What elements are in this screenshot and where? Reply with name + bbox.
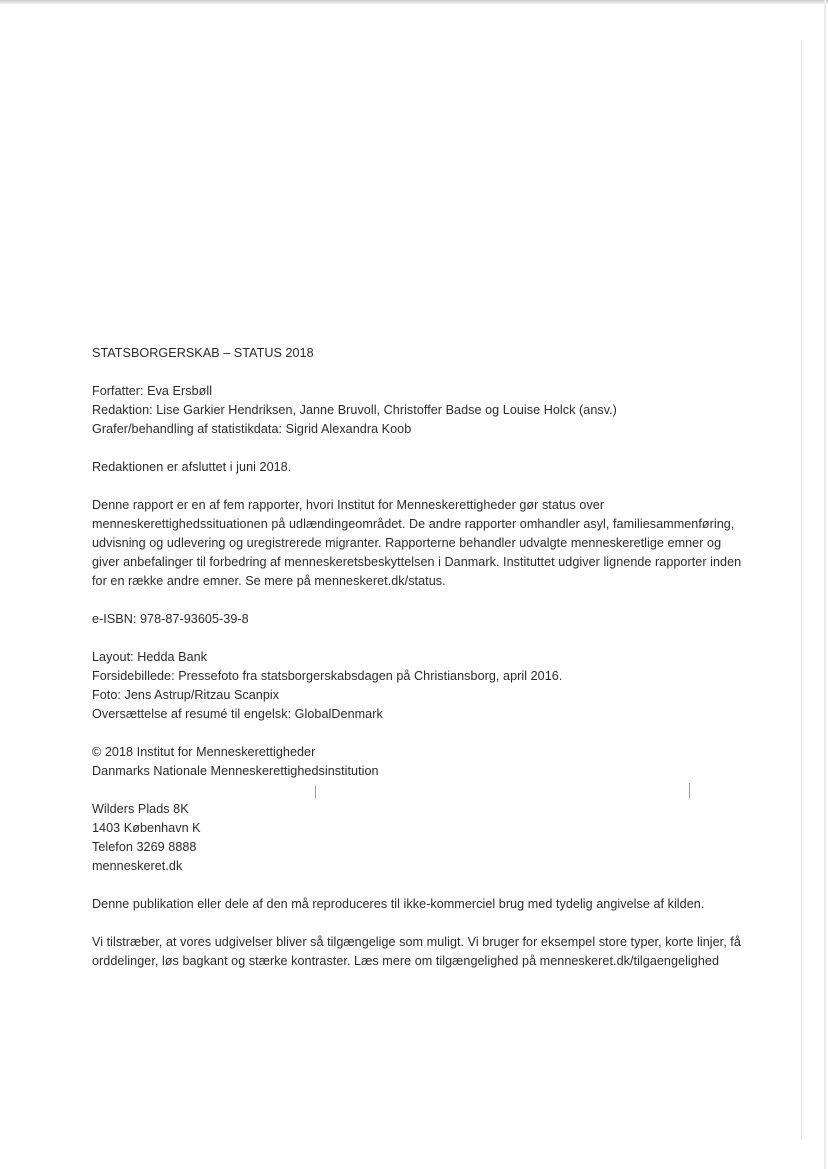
cover-line: Forsidebillede: Pressefoto fra statsborgerskabsdagen på Christiansborg, april 2016. xyxy=(92,669,563,683)
layout-line: Layout: Hedda Bank xyxy=(92,650,208,664)
editors-line: Redaktion: Lise Garkier Hendriksen, Janne Bruvoll, Christoffer Badse og Louise Holck (ansv.) xyxy=(92,403,617,417)
isbn-line: e-ISBN: 978-87-93605-39-8 xyxy=(92,612,249,626)
scan-right-edge xyxy=(824,0,826,1169)
copyright-block xyxy=(92,743,752,781)
accessibility-paragraph: Vi tilstræber, at vores udgivelser bliver så tilgængelige som muligt. Vi bruger for eksempel store typer, korte linjer, få orddelinger, løs bagkant og stærke kontraster. Læs mere om tilgængelighed på menneskeret.dk/tilgaengelighed xyxy=(92,935,741,968)
city-line: 1403 København K xyxy=(92,821,201,835)
document-title: STATSBORGERSKAB – STATUS 2018 xyxy=(92,346,314,360)
copyright-line: © 2018 Institut for Menneskerettigheder xyxy=(92,745,316,759)
completion-note: Redaktionen er afsluttet i juni 2018. xyxy=(92,460,292,474)
colophon xyxy=(92,344,752,971)
page-top-edge xyxy=(0,0,828,4)
phone-line: Telefon 3269 8888 xyxy=(92,840,197,854)
graphics-line: Grafer/behandling af statistikdata: Sigrid Alexandra Koob xyxy=(92,422,412,436)
production-block xyxy=(92,648,752,724)
reproduction-paragraph: Denne publikation eller dele af den må reproduceres til ikke-kommerciel brug med tydelig angivelse af kilden. xyxy=(92,897,705,911)
photo-line: Foto: Jens Astrup/Ritzau Scanpix xyxy=(92,688,280,702)
description-paragraph: Denne rapport er en af fem rapporter, hvori Institut for Menneskerettigheder gør status over menneskerettighedssituationen på udlændingeområdet. De andre rapporter omhandler asyl, familiesammenføring, udvisning og udlevering og uregistrerede migranter. Rapporterne behandler udvalgte menneskeretlige emner og giver anbefalinger til forbedring af menneskeretsbeskyttelsen i Danmark. Instituttet udgiver lignende rapporter inden for en række andre emner. Se mere på menneskeret.dk/status. xyxy=(92,498,742,588)
translation-line: Oversættelse af resumé til engelsk: GlobalDenmark xyxy=(92,707,383,721)
website-line: menneskeret.dk xyxy=(92,859,183,873)
credits-block xyxy=(92,382,752,439)
institution-line: Danmarks Nationale Menneskerettighedsinstitution xyxy=(92,764,379,778)
address-block xyxy=(92,800,752,876)
street-line: Wilders Plads 8K xyxy=(92,802,189,816)
author-line: Forfatter: Eva Ersbøll xyxy=(92,384,213,398)
page-right-edge xyxy=(801,40,802,1140)
